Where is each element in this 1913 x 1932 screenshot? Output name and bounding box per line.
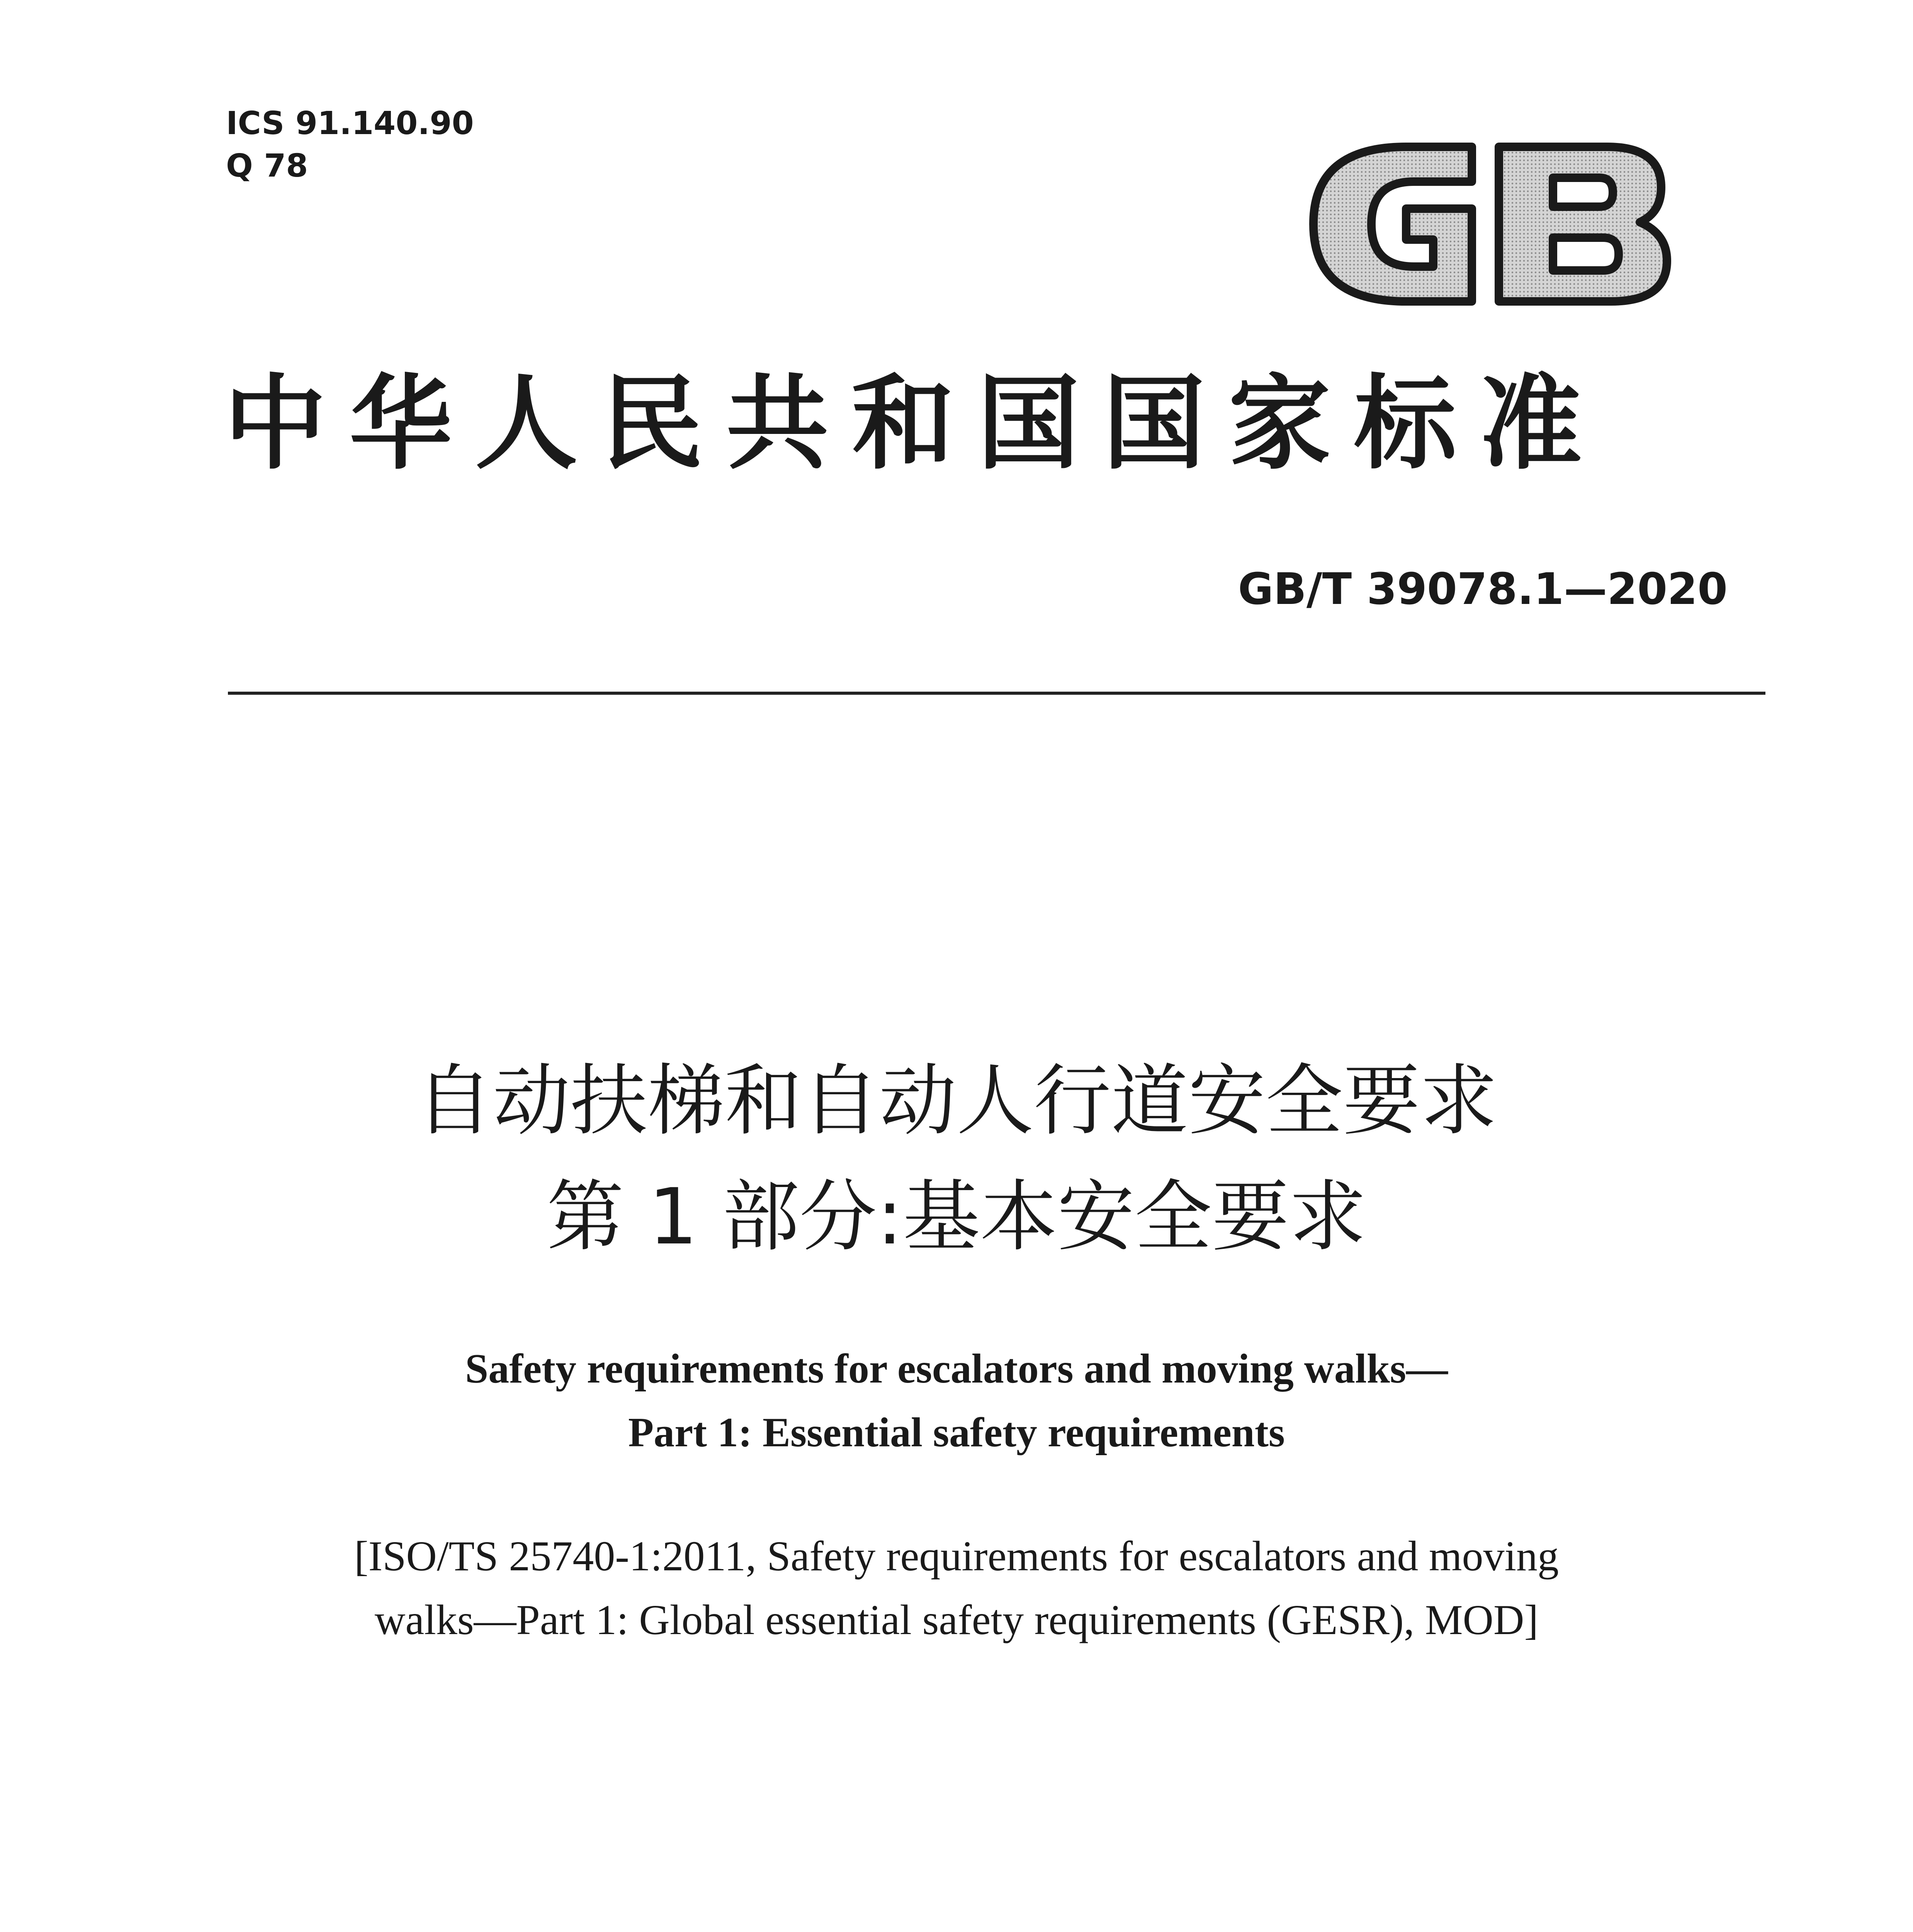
- standard-number: GB/T 39078.1—2020: [1238, 564, 1728, 614]
- gb-logo-icon: [1290, 124, 1677, 325]
- iso-equivalence-line-1: [ISO/TS 25740-1:2011, Safety requirements for escalators and moving: [354, 1532, 1559, 1580]
- chinese-title-line-2: 第 1 部分:基本安全要求: [547, 1172, 1366, 1262]
- english-title-line-2: Part 1: Essential safety requirements: [628, 1410, 1285, 1456]
- iso-equivalence: [0, 1524, 1913, 1652]
- ccs-code: Q 78: [226, 148, 308, 184]
- classification-codes: [226, 102, 474, 187]
- national-standard-heading: 中华人民共和国国家标准: [224, 368, 1605, 481]
- chinese-title-line-1: 自动扶梯和自动人行道安全要求: [415, 1056, 1497, 1146]
- header-divider: [228, 692, 1765, 695]
- iso-equivalence-line-2: walks—Part 1: Global essential safety requirements (GESR), MOD]: [374, 1596, 1539, 1643]
- ics-code: ICS 91.140.90: [226, 105, 474, 142]
- chinese-title: [0, 1043, 1913, 1275]
- english-title-line-1: Safety requirements for escalators and moving walks—: [465, 1346, 1448, 1392]
- english-title: [0, 1337, 1913, 1464]
